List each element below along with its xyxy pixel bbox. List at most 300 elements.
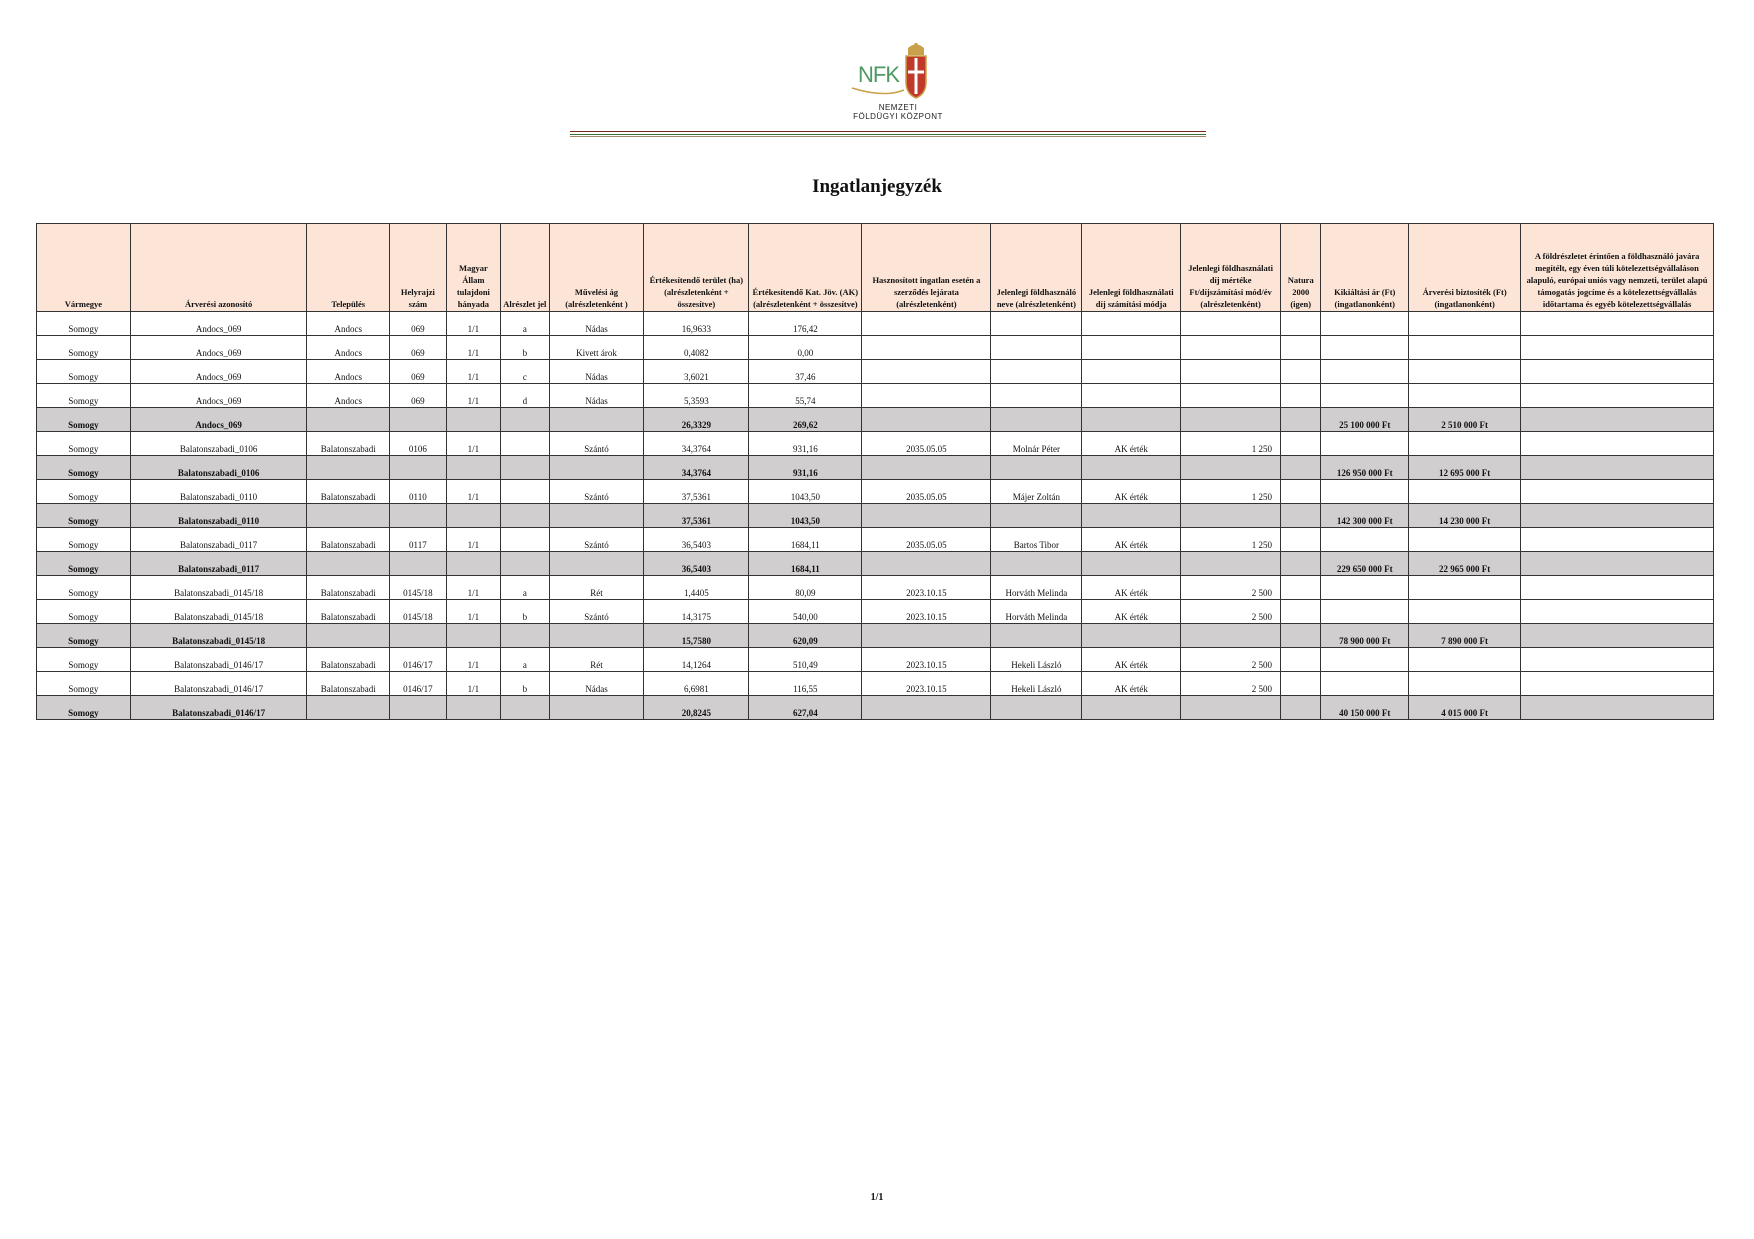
table-cell <box>1321 360 1409 384</box>
table-row <box>37 672 1714 696</box>
table-cell <box>862 360 991 384</box>
table-cell: 0146/17 <box>390 672 447 696</box>
table-cell: 176,42 <box>749 312 862 336</box>
table-cell <box>1521 576 1714 600</box>
table-cell: Bartos Tibor <box>991 528 1082 552</box>
table-cell <box>862 624 991 648</box>
table-cell: 14 230 000 Ft <box>1409 504 1521 528</box>
table-cell: Somogy <box>37 576 131 600</box>
table-cell <box>1281 480 1321 504</box>
table-cell <box>501 432 549 456</box>
header-divider <box>570 131 1206 138</box>
table-cell: 1/1 <box>446 648 500 672</box>
table-cell <box>307 504 390 528</box>
table-cell <box>1082 408 1181 432</box>
table-cell <box>549 696 644 720</box>
table-cell <box>390 456 447 480</box>
table-cell: 37,5361 <box>644 480 749 504</box>
table-cell: Balatonszabadi <box>307 432 390 456</box>
table-cell: Szántó <box>549 432 644 456</box>
table-cell: Nádas <box>549 312 644 336</box>
table-cell <box>1281 504 1321 528</box>
table-cell <box>1281 432 1321 456</box>
column-header: Település <box>307 224 390 312</box>
table-cell: Balatonszabadi_0110 <box>130 504 307 528</box>
table-cell <box>991 336 1082 360</box>
table-cell <box>390 624 447 648</box>
table-cell: 12 695 000 Ft <box>1409 456 1521 480</box>
table-cell <box>1409 576 1521 600</box>
table-cell: Somogy <box>37 336 131 360</box>
table-cell <box>1181 624 1281 648</box>
table-cell: 14,3175 <box>644 600 749 624</box>
table-cell: Somogy <box>37 696 131 720</box>
table-cell <box>991 456 1082 480</box>
table-cell <box>501 504 549 528</box>
table-cell <box>501 552 549 576</box>
table-cell: 25 100 000 Ft <box>1321 408 1409 432</box>
table-cell: Nádas <box>549 360 644 384</box>
table-cell: Balatonszabadi_0146/17 <box>130 672 307 696</box>
table-cell <box>862 552 991 576</box>
table-cell: 1/1 <box>446 312 500 336</box>
table-cell <box>1281 408 1321 432</box>
summary-row <box>37 624 1714 648</box>
table-cell: 1043,50 <box>749 480 862 504</box>
nfk-logo <box>830 42 966 124</box>
table-cell: Rét <box>549 576 644 600</box>
table-cell: 510,49 <box>749 648 862 672</box>
table-cell <box>307 624 390 648</box>
table-cell <box>307 408 390 432</box>
table-cell: 2 500 <box>1181 576 1281 600</box>
svg-text:NFK: NFK <box>858 62 899 87</box>
column-header: Kikiáltási ár (Ft) (ingatlanonként) <box>1321 224 1409 312</box>
table-row <box>37 576 1714 600</box>
table-row <box>37 648 1714 672</box>
table-cell <box>446 504 500 528</box>
table-cell <box>1521 312 1714 336</box>
table-cell: 40 150 000 Ft <box>1321 696 1409 720</box>
table-cell <box>1521 480 1714 504</box>
table-cell <box>501 528 549 552</box>
table-cell <box>1181 360 1281 384</box>
table-cell: 55,74 <box>749 384 862 408</box>
table-cell <box>446 696 500 720</box>
table-cell <box>1281 672 1321 696</box>
column-header: Vármegye <box>37 224 131 312</box>
table-cell: 1/1 <box>446 336 500 360</box>
table-cell: a <box>501 312 549 336</box>
table-cell: a <box>501 576 549 600</box>
table-cell: Andocs <box>307 312 390 336</box>
table-cell <box>862 504 991 528</box>
table-cell <box>446 456 500 480</box>
table-cell: Andocs_069 <box>130 360 307 384</box>
table-cell <box>1321 336 1409 360</box>
table-cell: 14,1264 <box>644 648 749 672</box>
column-header: Értékesítendő terület (ha) (alrészletenként + összesítve) <box>644 224 749 312</box>
table-row <box>37 384 1714 408</box>
nfk-logo-icon <box>844 42 952 102</box>
table-cell: 2 500 <box>1181 600 1281 624</box>
table-cell: Somogy <box>37 528 131 552</box>
table-cell: Balatonszabadi <box>307 672 390 696</box>
table-cell <box>1521 336 1714 360</box>
table-cell: Andocs <box>307 360 390 384</box>
table-cell: AK érték <box>1082 600 1181 624</box>
table-cell: Balatonszabadi_0145/18 <box>130 600 307 624</box>
table-cell: 7 890 000 Ft <box>1409 624 1521 648</box>
summary-row <box>37 552 1714 576</box>
table-cell: 069 <box>390 312 447 336</box>
table-cell <box>1281 648 1321 672</box>
table-cell <box>1521 672 1714 696</box>
table-cell <box>390 408 447 432</box>
table-cell: AK érték <box>1082 576 1181 600</box>
table-cell: Balatonszabadi <box>307 576 390 600</box>
column-header: Natura 2000 (igen) <box>1281 224 1321 312</box>
table-cell <box>1409 432 1521 456</box>
table-cell <box>1409 480 1521 504</box>
table-cell: a <box>501 648 549 672</box>
table-cell: 126 950 000 Ft <box>1321 456 1409 480</box>
table-cell <box>862 408 991 432</box>
table-cell: Andocs <box>307 384 390 408</box>
table-cell <box>1521 528 1714 552</box>
table-cell <box>390 696 447 720</box>
table-cell <box>1281 624 1321 648</box>
table-cell: 142 300 000 Ft <box>1321 504 1409 528</box>
table-cell <box>1409 600 1521 624</box>
table-cell <box>1521 696 1714 720</box>
table-cell: Somogy <box>37 672 131 696</box>
table-cell <box>1321 312 1409 336</box>
table-cell: 1/1 <box>446 384 500 408</box>
summary-row <box>37 504 1714 528</box>
table-cell: 1/1 <box>446 576 500 600</box>
table-cell <box>1281 696 1321 720</box>
table-cell <box>446 408 500 432</box>
table-cell: 0110 <box>390 480 447 504</box>
table-cell: 931,16 <box>749 432 862 456</box>
column-header: A földrészletet érintően a földhasználó javára megítélt, egy éven túli kötelezettségvállaláson alapuló, európai uniós vagy nemzeti, terület alapú támogatás jogcíme és a kötelezettségvállalás időtartama és egyéb kötelezettségvállalás <box>1521 224 1714 312</box>
column-header: Magyar Állam tulajdoni hányada <box>446 224 500 312</box>
table-cell: b <box>501 600 549 624</box>
table-cell: b <box>501 672 549 696</box>
table-cell <box>501 696 549 720</box>
table-cell: 26,3329 <box>644 408 749 432</box>
column-header: Hasznosított ingatlan esetén a szerződés lejárata (alrészletenként) <box>862 224 991 312</box>
table-cell: 16,9633 <box>644 312 749 336</box>
table-cell: Szántó <box>549 480 644 504</box>
table-cell: Balatonszabadi <box>307 528 390 552</box>
table-cell: Májer Zoltán <box>991 480 1082 504</box>
table-cell: Andocs <box>307 336 390 360</box>
table-cell: 34,3764 <box>644 456 749 480</box>
table-cell: Somogy <box>37 624 131 648</box>
table-cell <box>1181 384 1281 408</box>
table-cell <box>1321 648 1409 672</box>
table-cell <box>1521 432 1714 456</box>
property-table <box>36 223 1714 720</box>
table-row <box>37 600 1714 624</box>
table-cell: 1/1 <box>446 528 500 552</box>
table-cell <box>1281 576 1321 600</box>
table-cell <box>1409 312 1521 336</box>
table-cell: 0106 <box>390 432 447 456</box>
table-cell: Andocs_069 <box>130 384 307 408</box>
table-cell: 069 <box>390 384 447 408</box>
table-cell: 1 250 <box>1181 432 1281 456</box>
table-cell: 1,4405 <box>644 576 749 600</box>
table-cell: 2023.10.15 <box>862 672 991 696</box>
table-cell <box>1521 384 1714 408</box>
table-cell: Balatonszabadi <box>307 648 390 672</box>
table-cell: 2035.05.05 <box>862 480 991 504</box>
table-cell: Andocs_069 <box>130 408 307 432</box>
table-cell: 1684,11 <box>749 552 862 576</box>
table-cell: Balatonszabadi_0145/18 <box>130 624 307 648</box>
table-cell: Nádas <box>549 384 644 408</box>
table-cell: 22 965 000 Ft <box>1409 552 1521 576</box>
table-cell: Somogy <box>37 480 131 504</box>
table-row <box>37 312 1714 336</box>
table-cell: AK érték <box>1082 672 1181 696</box>
column-header: Árverési biztosíték (Ft) (ingatlanonként) <box>1409 224 1521 312</box>
table-cell: d <box>501 384 549 408</box>
table-cell <box>549 624 644 648</box>
table-cell: 1/1 <box>446 600 500 624</box>
table-cell: 1/1 <box>446 480 500 504</box>
table-cell: 069 <box>390 336 447 360</box>
table-cell <box>991 552 1082 576</box>
table-cell <box>1521 456 1714 480</box>
table-cell: 1/1 <box>446 360 500 384</box>
table-cell: 2023.10.15 <box>862 648 991 672</box>
table-cell: 3,6021 <box>644 360 749 384</box>
table-cell <box>1321 528 1409 552</box>
table-row <box>37 336 1714 360</box>
table-cell <box>1181 336 1281 360</box>
table-cell: 5,3593 <box>644 384 749 408</box>
table-cell: Andocs_069 <box>130 312 307 336</box>
table-row <box>37 480 1714 504</box>
table-cell: Somogy <box>37 456 131 480</box>
column-header: Jelenlegi földhasználati díj mértéke Ft/díjszámítási mód/év (alrészletenként) <box>1181 224 1281 312</box>
table-cell <box>446 552 500 576</box>
table-cell <box>1521 624 1714 648</box>
table-cell: 36,5403 <box>644 552 749 576</box>
table-cell <box>307 552 390 576</box>
table-cell <box>1281 360 1321 384</box>
table-cell: AK érték <box>1082 432 1181 456</box>
table-cell <box>991 384 1082 408</box>
column-header: Értékesítendő Kat. Jöv. (AK) (alrészletenként + összesítve) <box>749 224 862 312</box>
table-cell: 1/1 <box>446 432 500 456</box>
table-cell: 2 500 <box>1181 672 1281 696</box>
table-cell: Nádas <box>549 672 644 696</box>
table-cell: Balatonszabadi <box>307 600 390 624</box>
table-cell: 34,3764 <box>644 432 749 456</box>
table-cell: b <box>501 336 549 360</box>
table-cell: 1/1 <box>446 672 500 696</box>
table-cell: Szántó <box>549 600 644 624</box>
table-cell: Balatonszabadi_0106 <box>130 432 307 456</box>
summary-row <box>37 408 1714 432</box>
table-cell: AK érték <box>1082 528 1181 552</box>
table-cell: 116,55 <box>749 672 862 696</box>
table-cell <box>1181 504 1281 528</box>
table-cell: 78 900 000 Ft <box>1321 624 1409 648</box>
table-cell <box>1321 600 1409 624</box>
table-cell: Somogy <box>37 648 131 672</box>
table-cell: Balatonszabadi_0146/17 <box>130 648 307 672</box>
table-cell <box>1082 624 1181 648</box>
table-cell: Somogy <box>37 360 131 384</box>
table-cell <box>991 408 1082 432</box>
table-cell: Balatonszabadi_0117 <box>130 528 307 552</box>
table-cell: Somogy <box>37 504 131 528</box>
table-cell: 627,04 <box>749 696 862 720</box>
table-cell: 2023.10.15 <box>862 600 991 624</box>
table-cell <box>1321 576 1409 600</box>
table-cell <box>862 696 991 720</box>
table-cell <box>1281 456 1321 480</box>
table-cell: 540,00 <box>749 600 862 624</box>
table-cell <box>991 360 1082 384</box>
table-cell: 1 250 <box>1181 480 1281 504</box>
table-cell <box>1521 552 1714 576</box>
table-cell: 6,6981 <box>644 672 749 696</box>
table-cell <box>1181 456 1281 480</box>
table-cell <box>1321 480 1409 504</box>
table-cell <box>1321 432 1409 456</box>
table-cell: 069 <box>390 360 447 384</box>
table-cell <box>1281 600 1321 624</box>
table-cell: c <box>501 360 549 384</box>
table-cell <box>1082 360 1181 384</box>
table-cell <box>501 480 549 504</box>
table-cell <box>991 624 1082 648</box>
table-cell: 2023.10.15 <box>862 576 991 600</box>
logo-name-line2: FÖLDÜGYI KÖZPONT <box>853 112 943 121</box>
table-cell: Horváth Melinda <box>991 576 1082 600</box>
table-cell <box>501 408 549 432</box>
table-cell: Somogy <box>37 408 131 432</box>
table-cell <box>549 408 644 432</box>
table-cell <box>1521 360 1714 384</box>
table-cell: 20,8245 <box>644 696 749 720</box>
table-cell <box>1082 696 1181 720</box>
table-header-row <box>37 224 1714 312</box>
table-cell <box>307 456 390 480</box>
table-cell <box>1521 600 1714 624</box>
table-cell: 37,46 <box>749 360 862 384</box>
table-cell <box>1409 672 1521 696</box>
summary-row <box>37 696 1714 720</box>
table-cell: Balatonszabadi <box>307 480 390 504</box>
table-cell <box>991 312 1082 336</box>
table-cell <box>1321 384 1409 408</box>
table-cell: 0145/18 <box>390 576 447 600</box>
table-cell: 0117 <box>390 528 447 552</box>
table-cell: Somogy <box>37 432 131 456</box>
table-cell <box>1281 312 1321 336</box>
table-cell: Balatonszabadi_0117 <box>130 552 307 576</box>
table-cell: 269,62 <box>749 408 862 432</box>
table-cell: 2035.05.05 <box>862 528 991 552</box>
table-cell <box>1409 648 1521 672</box>
table-cell <box>1409 336 1521 360</box>
table-cell <box>862 456 991 480</box>
table-cell <box>1181 552 1281 576</box>
table-cell <box>1281 336 1321 360</box>
table-cell: 1043,50 <box>749 504 862 528</box>
table-cell <box>549 456 644 480</box>
table-cell <box>390 504 447 528</box>
table-cell <box>1281 384 1321 408</box>
table-cell <box>1521 648 1714 672</box>
table-cell: 15,7580 <box>644 624 749 648</box>
table-cell: Somogy <box>37 384 131 408</box>
column-header: Művelési ág (alrészletenként ) <box>549 224 644 312</box>
table-cell: 2 500 <box>1181 648 1281 672</box>
table-cell: 0145/18 <box>390 600 447 624</box>
table-cell <box>1409 528 1521 552</box>
table-cell <box>991 696 1082 720</box>
table-cell <box>1281 552 1321 576</box>
table-cell <box>1409 384 1521 408</box>
logo-name-line1: NEMZETI <box>878 103 918 112</box>
table-cell <box>1082 384 1181 408</box>
table-cell <box>1082 456 1181 480</box>
table-cell <box>1521 504 1714 528</box>
table-cell <box>1521 408 1714 432</box>
table-cell <box>1082 504 1181 528</box>
table-cell <box>1281 528 1321 552</box>
table-cell <box>390 552 447 576</box>
table-cell <box>862 384 991 408</box>
table-cell: Balatonszabadi_0110 <box>130 480 307 504</box>
table-cell: Hekeli László <box>991 672 1082 696</box>
table-cell: 620,09 <box>749 624 862 648</box>
table-cell: Rét <box>549 648 644 672</box>
table-cell: 80,09 <box>749 576 862 600</box>
table-cell <box>991 504 1082 528</box>
column-header: Árverési azonosító <box>130 224 307 312</box>
table-cell: AK érték <box>1082 648 1181 672</box>
table-cell: 229 650 000 Ft <box>1321 552 1409 576</box>
table-cell: 4 015 000 Ft <box>1409 696 1521 720</box>
column-header: Helyrajzi szám <box>390 224 447 312</box>
document-title: Ingatlanjegyzék <box>812 176 942 197</box>
column-header: Jelenlegi földhasználó neve (alrészletenként) <box>991 224 1082 312</box>
table-cell <box>1181 408 1281 432</box>
table-row <box>37 360 1714 384</box>
table-cell: Somogy <box>37 552 131 576</box>
table-cell <box>1082 336 1181 360</box>
table-cell: 36,5403 <box>644 528 749 552</box>
table-cell: Horváth Melinda <box>991 600 1082 624</box>
table-cell <box>1181 696 1281 720</box>
table-cell <box>1181 312 1281 336</box>
table-cell: 1 250 <box>1181 528 1281 552</box>
table-cell <box>501 624 549 648</box>
page-number: 1/1 <box>870 1192 884 1203</box>
table-cell: Hekeli László <box>991 648 1082 672</box>
table-cell: Kivett árok <box>549 336 644 360</box>
